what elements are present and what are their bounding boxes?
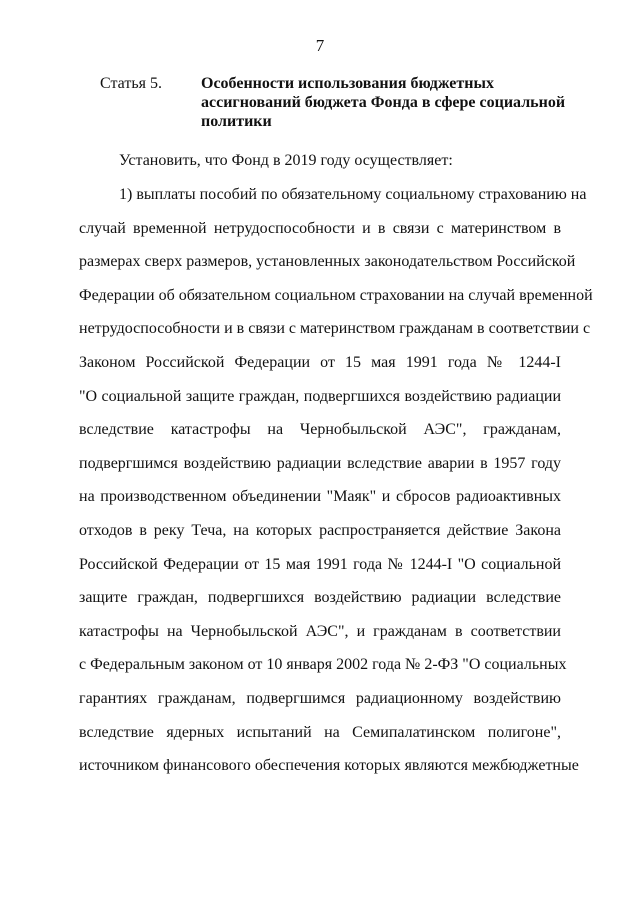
article-title-line: Особенности использования бюджетных: [201, 75, 494, 92]
paragraph-line: размерах сверх размеров, установленных законодательством Российской: [79, 253, 576, 271]
paragraph-line: нетрудоспособности и в связи с материнством гражданам в соответствии с: [79, 320, 591, 338]
paragraph-line: гарантиях гражданам, подвергшимся радиационному воздействию: [79, 689, 561, 707]
paragraph-line: защите граждан, подвергшихся воздействию радиации вследствие: [79, 589, 561, 607]
paragraph-line: Законом Российской Федерации от 15 мая 1991 года № 1244-I: [79, 353, 561, 371]
paragraph-line: "О социальной защите граждан, подвергшихся воздействию радиации: [79, 387, 561, 405]
paragraph-line: случай временной нетрудоспособности и в связи с материнством в: [79, 219, 561, 237]
paragraph-line: 1) выплаты пособий по обязательному социальному страхованию на: [119, 186, 587, 203]
paragraph-line: Федерации об обязательном социальном страховании на случай временной: [79, 286, 593, 304]
article-title: [201, 74, 581, 131]
article-title-line: ассигнований бюджета Фонда в сфере социальной: [201, 94, 566, 111]
paragraph-line: Российской Федерации от 15 мая 1991 года № 1244-I "О социальной: [79, 555, 561, 573]
intro-sentence: Установить, что Фонд в 2019 году осуществляет:: [119, 152, 453, 169]
paragraph-line: отходов в реку Теча, на которых распространяется действие Закона: [79, 521, 561, 539]
paragraph-line: вследствие ядерных испытаний на Семипалатинском полигоне",: [79, 723, 561, 741]
paragraph-1: [79, 178, 593, 783]
article-title-line: политики: [201, 113, 272, 130]
paragraph-line: подвергшимся воздействию радиации вследствие аварии в 1957 году: [79, 454, 561, 472]
paragraph-line: вследствие катастрофы на Чернобыльской АЭС", гражданам,: [79, 421, 561, 439]
page-number: 7: [315, 36, 325, 55]
paragraph-line: на производственном объединении "Маяк" и сбросов радиоактивных: [79, 488, 561, 506]
article-label: Статья 5.: [100, 75, 162, 92]
paragraph-line: источником финансового обеспечения которых являются межбюджетные: [79, 757, 579, 775]
paragraph-line: катастрофы на Чернобыльской АЭС", и гражданам в соответствии: [79, 622, 561, 640]
paragraph-line: с Федеральным законом от 10 января 2002 года № 2-ФЗ "О социальных: [79, 656, 567, 674]
